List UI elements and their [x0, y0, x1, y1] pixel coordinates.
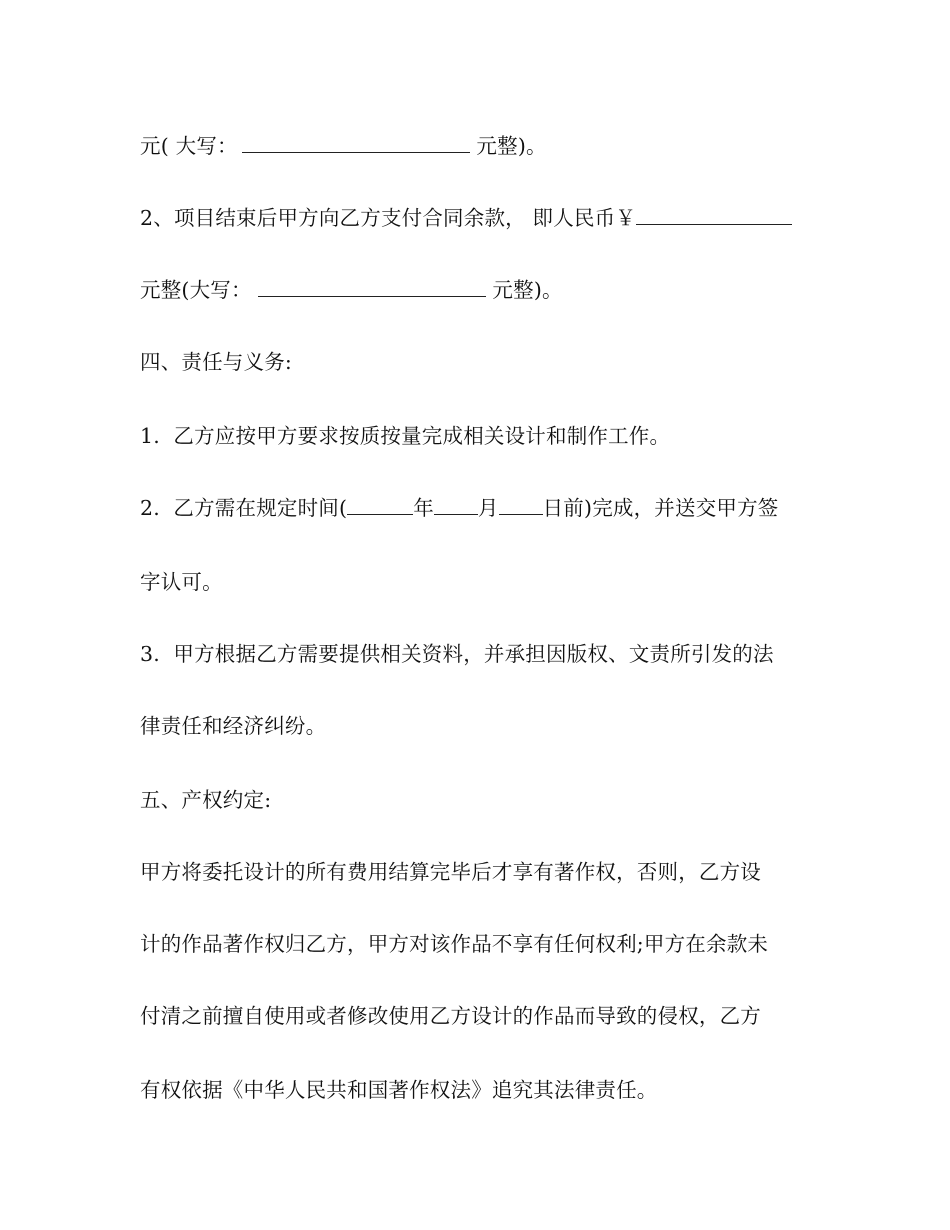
clause-text: 律责任和经济纠纷。 — [140, 714, 327, 738]
line-text: 2、项目结束后甲方向乙方支付合同余款， 即人民币￥ — [140, 206, 637, 230]
line-text: 日前)完成，并送交甲方签 — [542, 496, 779, 520]
clause-text: 付清之前擅自使用或者修改使用乙方设计的作品而导致的侵权，乙方 — [140, 1004, 761, 1028]
section-heading: 四、责任与义务: — [140, 350, 293, 374]
amount-capital-line — [140, 132, 547, 160]
clause-text: 1. 乙方应按甲方要求按质按量完成相关设计和制作工作。 — [140, 424, 671, 448]
clause-text: 计的作品著作权归乙方，甲方对该作品不享有任何权利;甲方在余款未 — [140, 932, 769, 956]
clause-text: 甲方将委托设计的所有费用结算完毕后才享有著作权，否则，乙方设 — [140, 860, 761, 884]
clause-text: 3. 甲方根据乙方需要提供相关资料，并承担因版权、文责所引发的法 — [140, 642, 774, 666]
section-heading: 五、产权约定: — [140, 788, 272, 812]
blank-field[interactable] — [242, 134, 470, 153]
blank-field[interactable] — [258, 278, 486, 297]
balance-payment-clause — [140, 204, 792, 232]
clause-text: 有权依据《中华人民共和国著作权法》追究其法律责任。 — [140, 1078, 658, 1102]
amount-capital-line — [140, 276, 563, 304]
clause-text: 字认可。 — [140, 570, 223, 594]
month-blank[interactable] — [434, 496, 478, 515]
line-text: 年 — [413, 496, 434, 520]
day-blank[interactable] — [499, 496, 543, 515]
line-text: 元整)。 — [485, 278, 563, 302]
year-blank[interactable] — [347, 496, 413, 515]
blank-field[interactable] — [636, 206, 792, 225]
line-text: 月 — [477, 496, 499, 520]
line-text: 元整(大写： — [140, 278, 252, 302]
line-text: 元( 大写： — [140, 134, 238, 158]
line-text: 元整)。 — [469, 134, 547, 158]
line-text: 2. 乙方需在规定时间( — [140, 496, 348, 520]
deadline-clause — [140, 494, 779, 522]
